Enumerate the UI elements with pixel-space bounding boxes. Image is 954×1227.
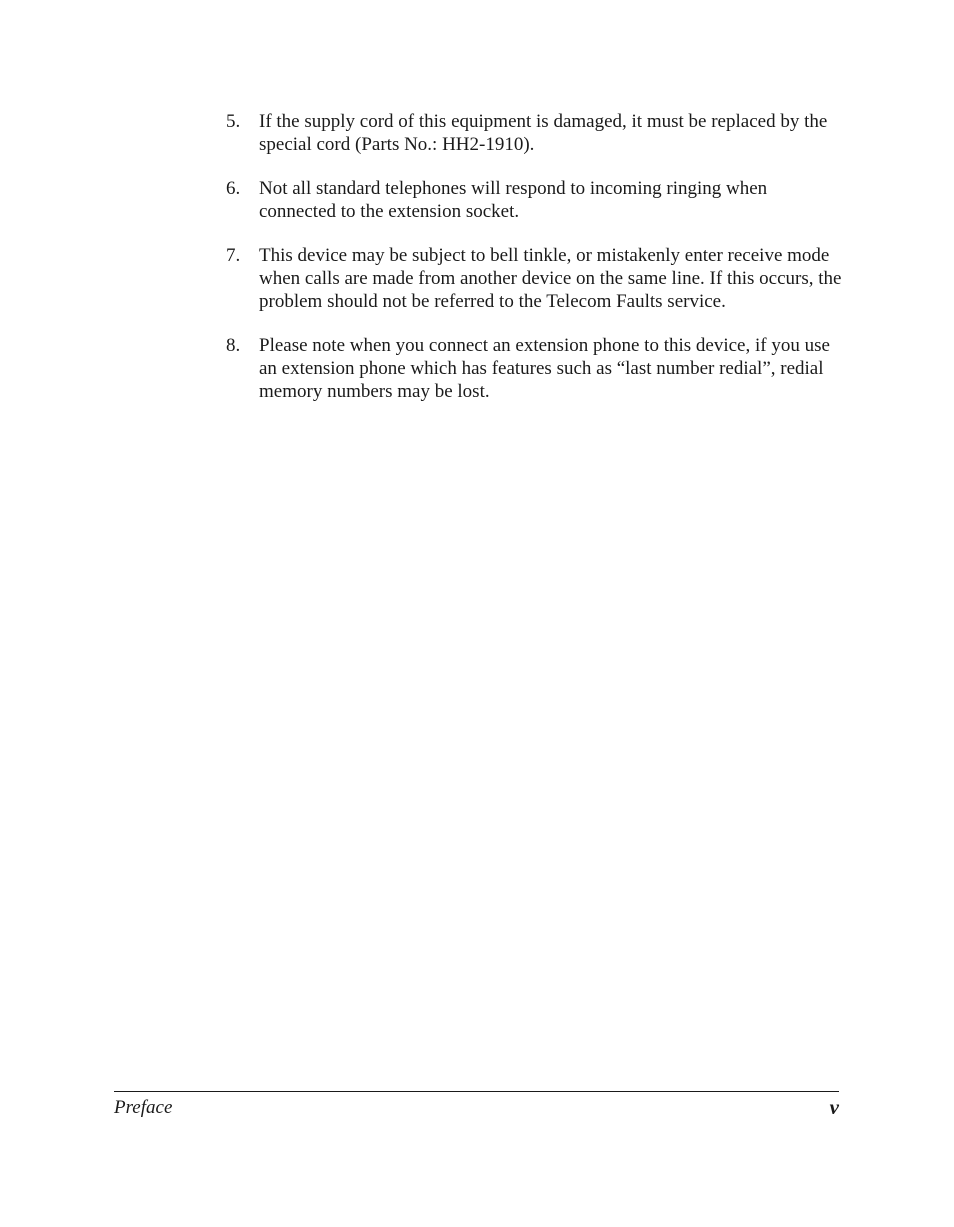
list-item bbox=[226, 177, 846, 223]
item-text: This device may be subject to bell tinkle, or mistakenly enter receive mode when calls are made from another device on the same line. If this occurs, the problem should not be referred to the Telecom Faults service. bbox=[259, 245, 842, 312]
item-text: Not all standard telephones will respond to incoming ringing when connected to the extension socket. bbox=[259, 178, 768, 222]
list-item bbox=[226, 110, 846, 156]
footer-section-title: Preface bbox=[114, 1097, 173, 1118]
list-item bbox=[226, 244, 846, 313]
item-number: 8. bbox=[226, 335, 241, 356]
numbered-list bbox=[226, 110, 846, 424]
item-number: 5. bbox=[226, 111, 241, 132]
page-number: v bbox=[829, 1095, 839, 1119]
item-text: Please note when you connect an extension phone to this device, if you use an extension phone which has features such as “last number redial”, redial memory numbers may be lost. bbox=[259, 335, 830, 402]
list-item bbox=[226, 334, 846, 403]
footer-divider bbox=[114, 1091, 839, 1092]
item-number: 6. bbox=[226, 178, 241, 199]
item-number: 7. bbox=[226, 245, 241, 266]
item-text: If the supply cord of this equipment is damaged, it must be replaced by the special cord (Parts No.: HH2-1910). bbox=[259, 111, 828, 155]
